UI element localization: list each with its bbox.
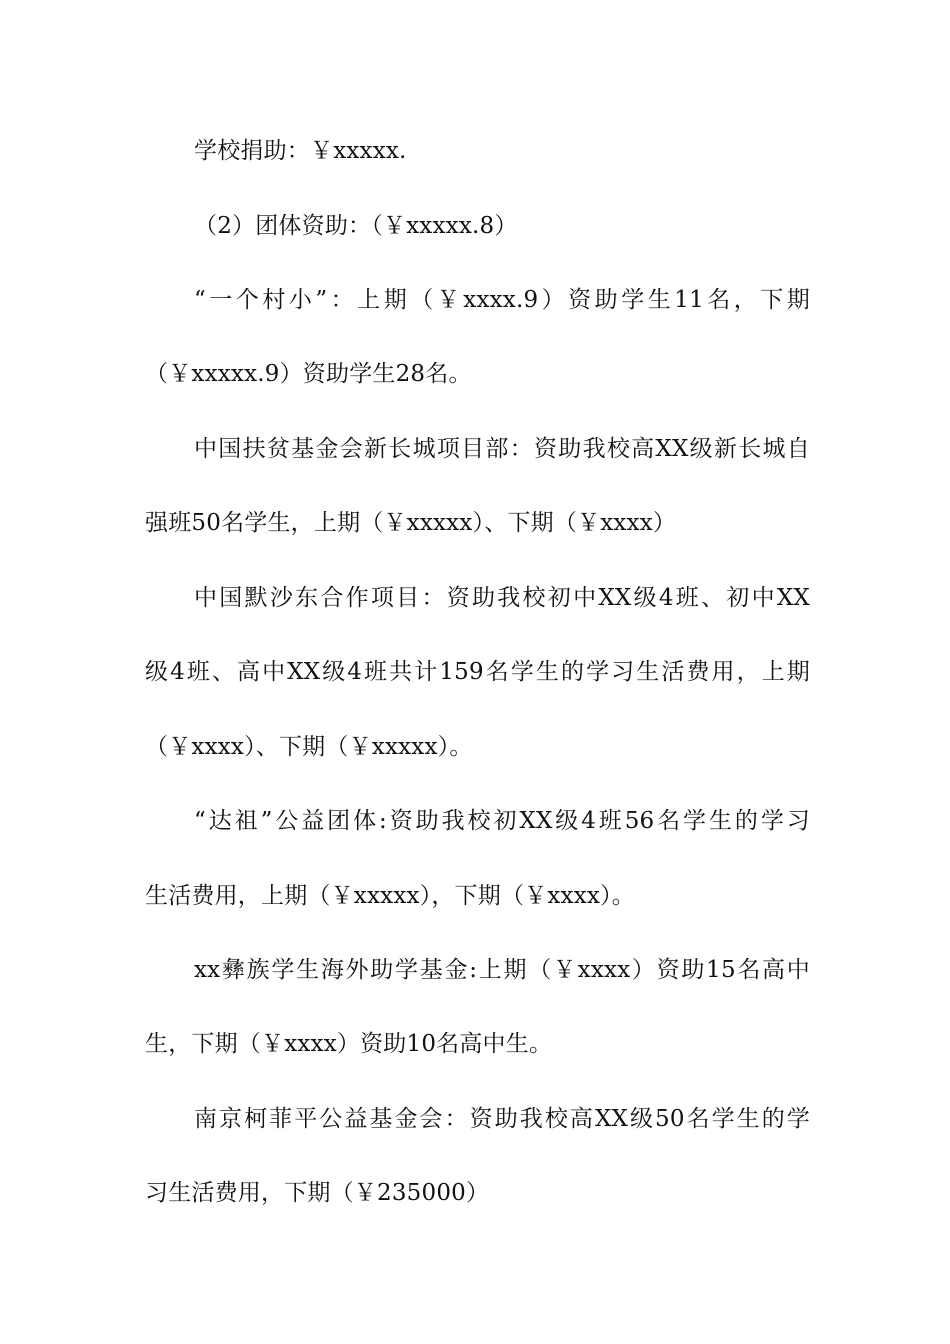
paragraph-yi-fund-line-2: 生，下期（￥xxxx）资助10名高中生。 xyxy=(145,1031,553,1057)
paragraph-msd-project-line-1: 中国默沙东合作项目：资助我校初中XX级4班、初中XX xyxy=(194,585,810,611)
paragraph-village-school-line-2: （￥xxxxx.9）资助学生28名。 xyxy=(145,361,472,387)
paragraph-dazu-group-line-1: “达祖”公益团体:资助我校初XX级4班56名学生的学习 xyxy=(194,808,810,834)
paragraph-dazu-group-line-2: 生活费用，上期（￥xxxxx），下期（￥xxxx）。 xyxy=(145,883,635,909)
paragraph-nanjing-foundation-line-1: 南京柯菲平公益基金会：资助我校高XX级50名学生的学 xyxy=(194,1106,810,1132)
paragraph-village-school-line-1: “一个村小”：上期（￥xxxx.9）资助学生11名，下期 xyxy=(194,287,810,313)
paragraph-poverty-foundation-line-2: 强班50名学生，上期（￥xxxxx）、下期（￥xxxx） xyxy=(145,510,677,536)
paragraph-poverty-foundation-line-1: 中国扶贫基金会新长城项目部：资助我校高XX级新长城自 xyxy=(194,436,810,462)
paragraph-yi-fund-line-1: xx彝族学生海外助学基金:上期（￥xxxx）资助15名高中 xyxy=(194,957,810,983)
paragraph-msd-project-line-2: 级4班、高中XX级4班共计159名学生的学习生活费用，上期 xyxy=(145,659,810,685)
paragraph-nanjing-foundation-line-2: 习生活费用，下期（￥235000） xyxy=(145,1180,490,1206)
paragraph-school-donation: 学校捐助：￥xxxxx. xyxy=(194,138,407,164)
paragraph-msd-project-line-3: （￥xxxx）、下期（￥xxxxx）。 xyxy=(145,734,473,760)
paragraph-group-funding-heading: （2）团体资助：（￥xxxxx.8） xyxy=(194,213,518,239)
